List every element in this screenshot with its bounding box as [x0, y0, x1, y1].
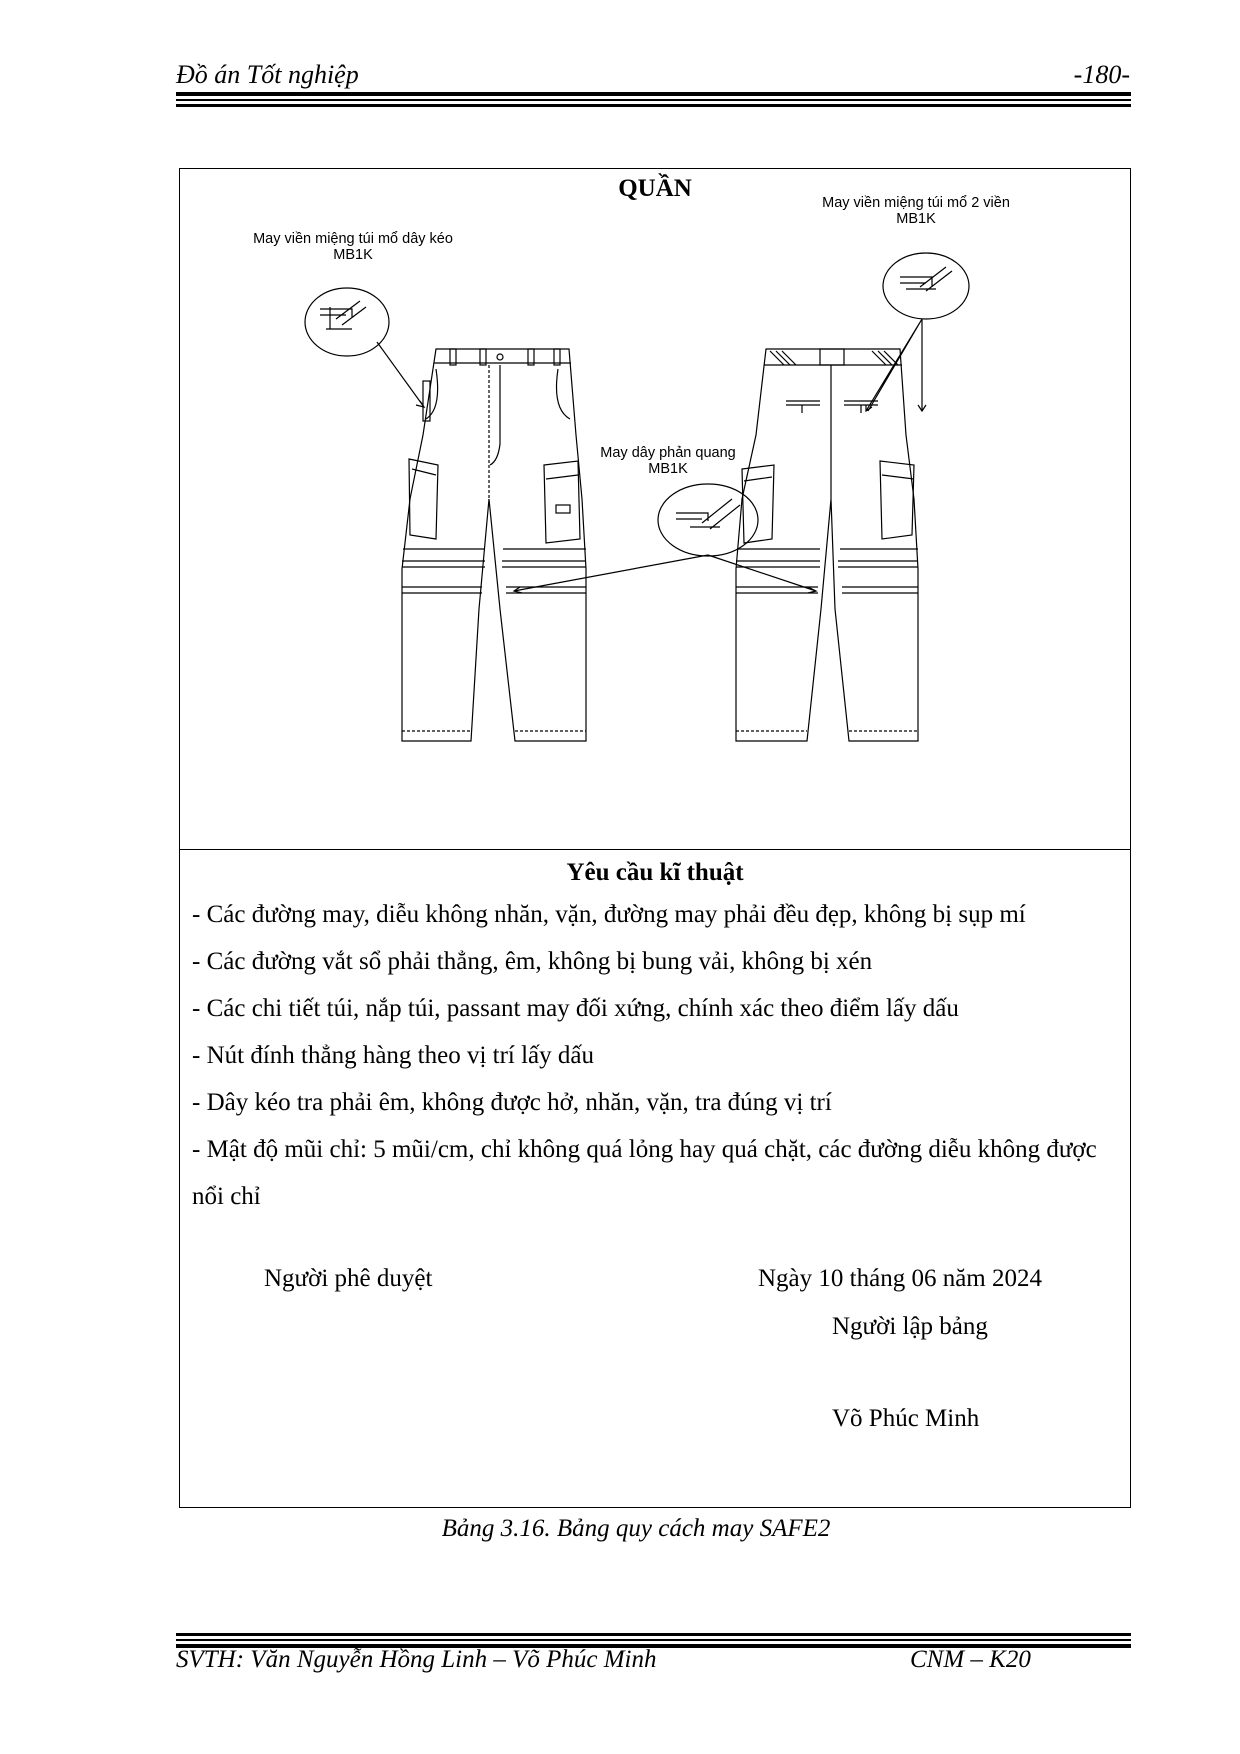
callout-welt-pocket-label: May viền miệng túi mổ 2 viền [822, 195, 1010, 211]
pants-back-view [736, 349, 918, 741]
approver-label: Người phê duyệt [264, 1265, 433, 1292]
section-title: QUẦN [618, 175, 692, 202]
preparer-name: Võ Phúc Minh [832, 1405, 980, 1432]
pants-front-view [402, 349, 586, 741]
requirement-item: - Nút đính thẳng hàng theo vị trí lấy dấu [192, 1042, 595, 1069]
callout-reflective-tape [568, 445, 768, 477]
callout-zipper-pocket-machine: MB1K [333, 247, 373, 263]
callout-zipper-pocket [210, 231, 496, 263]
requirement-item: - Dây kéo tra phải êm, không được hở, nhăn, vặn, tra đúng vị trí [192, 1089, 832, 1116]
requirements-list [192, 891, 1117, 1220]
table-caption-text: Bảng 3.16. Bảng quy cách may SAFE2 [441, 1515, 831, 1542]
preparer-label: Người lập bảng [832, 1313, 988, 1340]
callout-reflective-tape-machine: MB1K [648, 461, 688, 477]
footer-authors: SVTH: Văn Nguyễn Hồng Linh – Võ Phúc Minh [176, 1646, 657, 1673]
callout-welt-pocket-machine: MB1K [896, 211, 936, 227]
requirement-item: - Các đường vắt sổ phải thẳng, êm, không bị bung vải, không bị xén [192, 948, 873, 975]
page-number: -180- [1073, 60, 1130, 89]
header-rule [176, 92, 1131, 107]
sign-date: Ngày 10 tháng 06 năm 2024 [758, 1265, 1042, 1292]
detail-circle-welt-pocket [883, 253, 969, 319]
table-caption [0, 1515, 1240, 1543]
requirement-item: - Các đường may, diễu không nhăn, vặn, đường may phải đều đẹp, không bị sụp mí [192, 901, 1026, 928]
page-header [176, 52, 1130, 92]
pants-technical-drawing [180, 169, 1130, 849]
callout-welt-pocket [766, 195, 1066, 227]
callout-zipper-pocket-label: May viền miệng túi mổ dây kéo [253, 231, 453, 247]
footer-class: CNM – K20 [910, 1646, 1031, 1673]
detail-circle-zipper-pocket [305, 288, 389, 356]
callout-reflective-tape-label: May dây phản quang [600, 445, 736, 461]
requirements-title: Yêu cầu kĩ thuật [566, 859, 744, 886]
requirement-item: - Các chi tiết túi, nắp túi, passant may đối xứng, chính xác theo điểm lấy dấu [192, 995, 959, 1022]
table-divider [180, 849, 1130, 850]
requirement-item: - Mật độ mũi chỉ: 5 mũi/cm, chỉ không quá lỏng hay quá chặt, các đường diễu không được nổi chỉ [192, 1136, 1097, 1210]
header-title: Đồ án Tốt nghiệp [176, 60, 359, 89]
spec-table [179, 168, 1131, 1508]
